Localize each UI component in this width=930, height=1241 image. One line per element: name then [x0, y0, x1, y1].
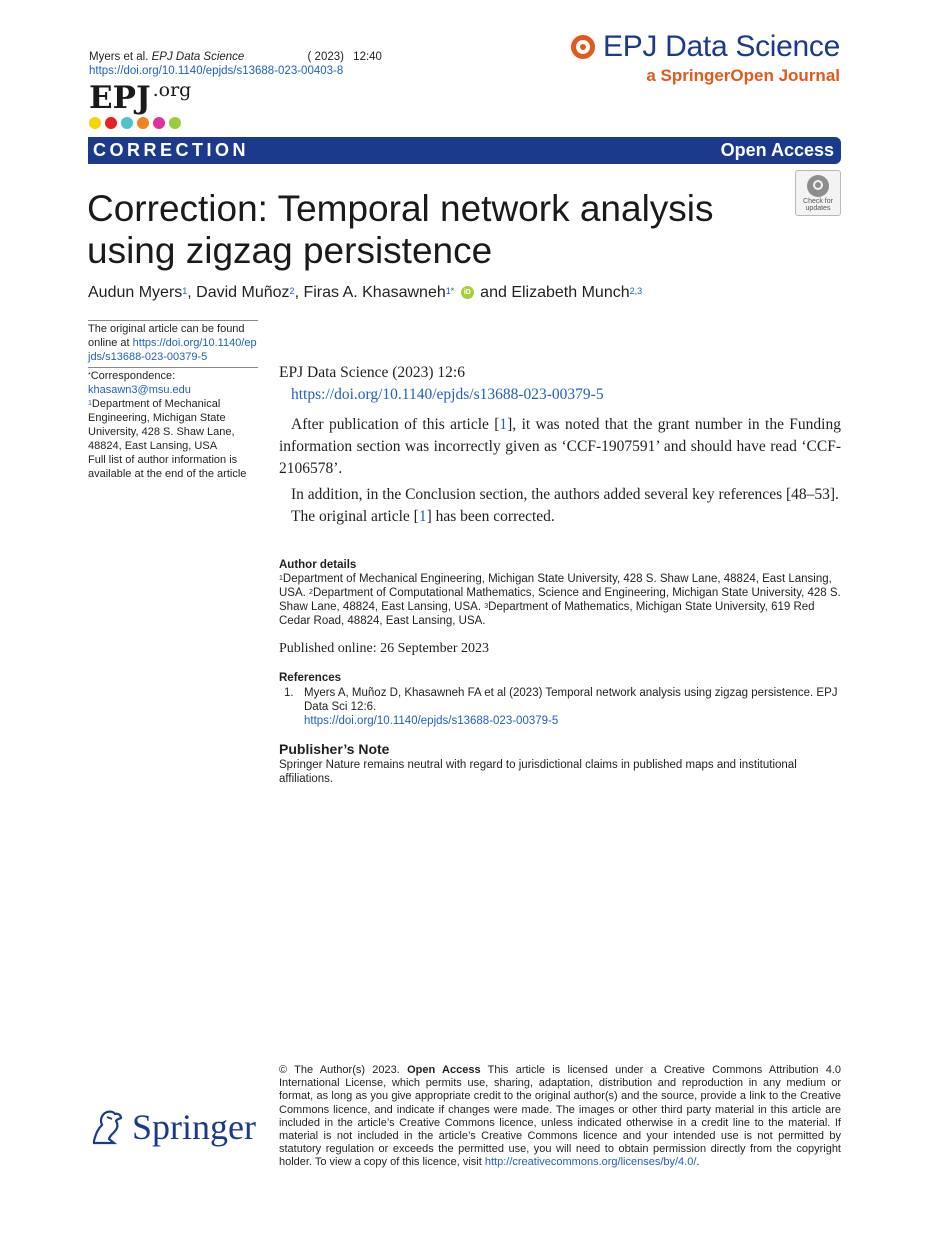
- sidebar-affiliation: Department of Mechanical Engineering, Michigan State University, 428 S. Shaw Lane, 48824, East Lansing, USA: [88, 398, 235, 452]
- ref-link[interactable]: 1: [418, 508, 427, 525]
- springer-logo[interactable]: [88, 1106, 256, 1148]
- para3-text: The original article [: [291, 508, 419, 525]
- license-link[interactable]: http://creativecommons.org/licenses/by/4.0/: [484, 1156, 697, 1169]
- author-name[interactable]: David Muñoz: [196, 284, 290, 301]
- sidebar-divider: [88, 320, 258, 321]
- check-updates-icon: [807, 175, 829, 197]
- author-affil-sup: 1: [182, 286, 188, 296]
- paragraph-1: [279, 414, 841, 480]
- reference-doi-link[interactable]: https://doi.org/10.1140/epjds/s13688-023-00379-5: [304, 715, 559, 727]
- sidebar-divider: [88, 367, 258, 368]
- author-affil-sup: 2: [289, 286, 295, 296]
- springer-horse-icon: [88, 1107, 126, 1147]
- author-details-heading: Author details: [279, 559, 357, 571]
- author-affil-sup: 2,3: [629, 286, 643, 296]
- article-title: Correction: Temporal network analysis using zigzag persistence: [87, 188, 714, 271]
- license-suffix: .: [696, 1156, 700, 1169]
- brand-title: EPJ Data Science: [603, 30, 840, 63]
- brand-subtitle: a SpringerOpen Journal: [646, 66, 840, 85]
- author-affil-sup: 1*: [445, 286, 455, 296]
- license-text: This article is licensed under a Creative Commons Attribution 4.0 International License, which permits use, sharing, adaptation, distribution and reproduction in any medium or format, as long as you give appropriate credit to the original author(s) and the source, provide a link to the Creative Commons licence, and indicate if changes were made. The images or other third party material in this article are included in the article’s Creative Commons licence, unless indicated otherwise in a credit line to the material. If material is not included in the article’s Creative Commons licence and your intended use is not permitted by statutory regulation or exceeds the permitted use, you will need to obtain permission directly from the copyright holder. To view a copy of this licence, visit: [279, 1064, 841, 1169]
- author-name[interactable]: Elizabeth Munch: [511, 284, 630, 301]
- springeropen-icon: [571, 35, 595, 59]
- epj-logo-dot: [169, 117, 181, 129]
- epj-logo-dot: [105, 117, 117, 129]
- original-article-note: [88, 322, 258, 364]
- ref-link[interactable]: 1: [499, 416, 508, 433]
- para1-text: ], it was noted that the grant number in the Funding information section was incorrectly given as ‘CCF-1907591’ and should have read ‘CCF-2106578’.: [279, 416, 841, 477]
- publishers-note-text: Springer Nature remains neutral with regard to jurisdictional claims in published maps and institutional affiliations.: [279, 759, 797, 785]
- brand-title-row: [571, 30, 840, 64]
- original-article-link[interactable]: https://doi.org/10.1140/epjds/s13688-023-00379-5: [88, 337, 257, 363]
- affil-sup: 3: [484, 603, 489, 610]
- author-details-text: [279, 572, 841, 628]
- affil-sup: 1: [279, 575, 283, 582]
- journal-reference-doi[interactable]: https://doi.org/10.1140/epjds/s13688-023-00379-5: [291, 386, 604, 403]
- citation-journal: EPJ Data Science: [151, 51, 245, 63]
- paragraph-2: In addition, in the Conclusion section, the authors added several key references [48–53].: [291, 486, 839, 503]
- journal-brand[interactable]: [571, 30, 840, 86]
- authors-and: and: [480, 284, 507, 301]
- affil-sup: 2: [309, 589, 313, 596]
- epj-logo-main: EPJ: [89, 80, 151, 116]
- journal-reference: EPJ Data Science (2023) 12:6: [279, 364, 465, 381]
- publishers-note: [279, 740, 841, 786]
- references: [279, 671, 841, 728]
- orcid-icon[interactable]: iD: [461, 286, 474, 299]
- license-statement: [279, 1064, 841, 1170]
- para1-text: After publication of this article [: [291, 416, 500, 433]
- citation-year: ( 2023): [307, 51, 344, 63]
- citation-authors: Myers et al.: [89, 51, 149, 63]
- epj-logo-dots: [89, 117, 181, 129]
- reference-number: 1.: [284, 687, 294, 699]
- citation-line: [89, 50, 382, 64]
- affiliation-2: Department of Computational Mathematics, Science and Engineering, Michigan State University, 428 S. Shaw Lane, 48824, East Lansing, USA.: [279, 587, 841, 613]
- author-list: Audun Myers$^1$, David Muñoz$^2$, Firas A. Khasawneh$^{1*}$ iD and Elizabeth Munch$^{2,3}$: [88, 284, 643, 301]
- references-heading: References: [279, 672, 342, 684]
- epj-logo-dot: [89, 117, 101, 129]
- author-details: [279, 558, 841, 628]
- sidebar: The original article can be found online at https://doi.org/10.1140/epjds/s13688-023-00379-5 *Correspondence: khasawn3@msu.edu $^1$Department of Mechanical Engineering, Michigan State University, 428 S. Shaw Lane, 48824, East Lansing, USA Full list of author information is available at the end of the article: [88, 320, 258, 481]
- citation-article: 12:40: [353, 51, 382, 63]
- correction-body: [279, 362, 841, 528]
- published-date: Published online: 26 September 2023: [279, 641, 489, 656]
- correspondence-label: Correspondence:: [90, 370, 176, 382]
- epj-logo-dot: [137, 117, 149, 129]
- article-type-banner: [88, 137, 841, 164]
- reference-text: Myers A, Muñoz D, Khasawneh FA et al (2023) Temporal network analysis using zigzag persistence. EPJ Data Sci 12:6.: [304, 687, 838, 713]
- epj-logo-dot: [153, 117, 165, 129]
- paragraph-3: [279, 506, 841, 528]
- epj-logo-suffix: .org: [152, 79, 192, 101]
- epj-logo-dot: [121, 117, 133, 129]
- article-doi-link[interactable]: https://doi.org/10.1140/epjds/s13688-023-00403-8: [89, 65, 344, 77]
- article-type: CORRECTION: [93, 140, 249, 160]
- reference-body: [304, 686, 841, 728]
- original-article-text: The original article can be found online at: [88, 323, 245, 349]
- full-author-info-note: Full list of author information is available at the end of the article: [88, 454, 247, 480]
- author-name[interactable]: Firas A. Khasawneh: [303, 284, 446, 301]
- reference-item: [279, 686, 841, 728]
- check-for-updates-badge[interactable]: [795, 170, 841, 216]
- correspondence-email[interactable]: khasawn3@msu.edu: [88, 384, 191, 396]
- para3-text: ] has been corrected.: [426, 508, 555, 525]
- open-access-bold: Open Access: [407, 1064, 481, 1076]
- affiliation-1: Department of Mechanical Engineering, Michigan State University, 428 S. Shaw Lane, 48824, East Lansing, USA.: [279, 573, 832, 599]
- sidebar-affil-sup: 1: [88, 400, 92, 407]
- affiliation-3: Department of Mathematics, Michigan State University, 619 Red Cedar Road, 48824, East Lansing, USA.: [279, 601, 815, 627]
- copyright-text: © The Author(s) 2023.: [279, 1064, 400, 1076]
- publishers-note-heading: Publisher’s Note: [279, 741, 390, 757]
- author-name[interactable]: Audun Myers: [88, 284, 183, 301]
- springer-wordmark: Springer: [132, 1107, 256, 1147]
- open-access-label: Open Access: [720, 140, 834, 160]
- epj-logo[interactable]: [89, 80, 191, 116]
- check-updates-label: Check for updates: [803, 198, 833, 212]
